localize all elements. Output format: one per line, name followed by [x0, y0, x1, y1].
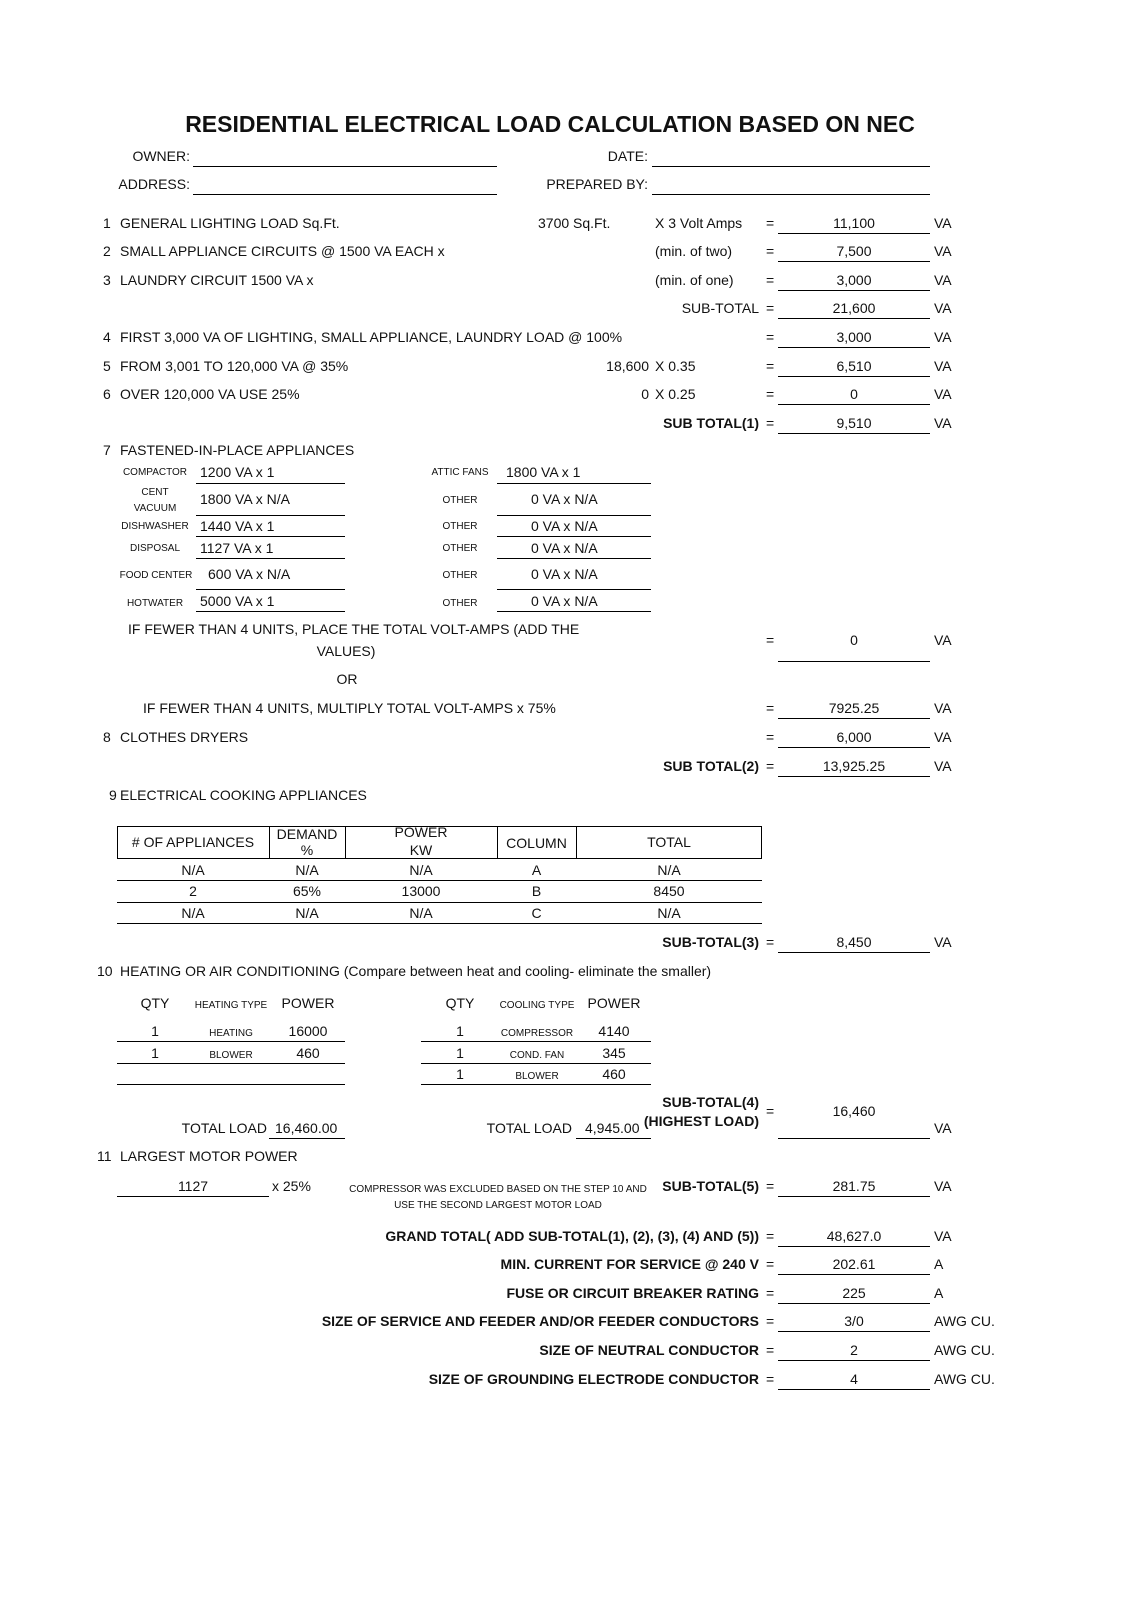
row-number: 5 — [103, 358, 111, 374]
section-number: 11 — [97, 1148, 112, 1164]
equals-sign: = — [766, 632, 775, 648]
cool-header-qty: QTY — [445, 995, 475, 1011]
page-title: RESIDENTIAL ELECTRICAL LOAD CALCULATION BASED ON NEC — [185, 111, 915, 137]
table-cell: N/A — [409, 905, 433, 921]
section-title: ELECTRICAL COOKING APPLIANCES — [120, 787, 367, 803]
field-line — [196, 558, 345, 559]
section-number: 7 — [103, 442, 111, 458]
field-line — [497, 558, 651, 559]
row-number: 1 — [103, 215, 111, 231]
subtotal4-value: 16,460 — [832, 1103, 876, 1119]
field-line — [497, 515, 651, 516]
value-line — [778, 1246, 930, 1247]
value-line — [778, 233, 930, 234]
appliance-label: CENT — [141, 487, 169, 498]
subtotal4-label-2: (HIGHEST LOAD) — [643, 1113, 759, 1129]
row-number: 2 — [103, 243, 111, 259]
value-line — [778, 318, 930, 319]
row-label: OVER 120,000 VA USE 25% — [120, 386, 300, 402]
unit-label: VA — [934, 358, 952, 374]
heat-header-qty: QTY — [140, 995, 170, 1011]
unit-label: AWG CU. — [934, 1342, 995, 1358]
appliance-label: COMPACTOR — [122, 467, 188, 478]
appliance-label: OTHER — [442, 521, 478, 532]
dryers-value: 6,000 — [836, 729, 872, 745]
row-line — [117, 923, 762, 924]
cool-header-power: POWER — [587, 995, 641, 1011]
fewer-units-mult-text: IF FEWER THAN 4 UNITS, MULTIPLY TOTAL VOLT-AMPS x 75% — [143, 700, 556, 716]
value-line — [778, 261, 930, 262]
col-header-appliances: # OF APPLIANCES — [131, 834, 255, 850]
heat-power: 16000 — [288, 1023, 328, 1039]
table-cell: 13000 — [401, 883, 441, 899]
row-line — [117, 902, 762, 903]
row-number: 6 — [103, 386, 111, 402]
cool-type: COND. FAN — [509, 1050, 565, 1061]
section-number: 10 — [97, 963, 113, 979]
equals-sign: = — [766, 1228, 775, 1244]
cool-qty: 1 — [456, 1045, 464, 1061]
value-line — [778, 661, 930, 662]
cool-qty: 1 — [456, 1066, 464, 1082]
value-line — [778, 290, 930, 291]
table-cell: A — [531, 862, 542, 878]
date-field[interactable] — [652, 166, 930, 167]
equals-sign: = — [766, 358, 775, 374]
cool-power: 4140 — [598, 1023, 630, 1039]
heat-header-power: POWER — [281, 995, 335, 1011]
field-line — [497, 589, 651, 590]
row-value: 0 — [850, 386, 858, 402]
unit-label: A — [934, 1285, 944, 1301]
heat-qty: 1 — [151, 1045, 159, 1061]
fewer-units-add-text-2: VALUES) — [316, 643, 376, 659]
value-line — [778, 718, 930, 719]
prepared-by-field[interactable] — [652, 194, 930, 195]
unit-label: VA — [934, 300, 952, 316]
subtotal3-value: 8,450 — [836, 934, 872, 950]
unit-label: VA — [934, 1228, 952, 1244]
motor-note: COMPRESSOR WAS EXCLUDED BASED ON THE STEP 10 AND — [349, 1184, 647, 1195]
field-line — [497, 536, 651, 537]
section-title: FASTENED-IN-PLACE APPLIANCES — [120, 442, 355, 458]
equals-sign: = — [766, 1103, 775, 1119]
cool-type: BLOWER — [515, 1071, 559, 1082]
equals-sign: = — [766, 729, 775, 745]
subtotal2-value: 13,925.25 — [822, 758, 886, 774]
owner-field[interactable] — [193, 166, 497, 167]
value-line — [778, 376, 930, 377]
fewer-units-add-value: 0 — [850, 632, 858, 648]
value-line — [778, 1274, 930, 1275]
row-label: FROM 3,001 TO 120,000 VA @ 35% — [120, 358, 349, 374]
col-header-power-unit: KW — [409, 842, 433, 858]
cool-total-value: 4,945.00 — [585, 1120, 640, 1136]
subtotal-label: SUB-TOTAL — [681, 300, 759, 316]
table-cell: N/A — [181, 905, 205, 921]
equals-sign: = — [766, 1178, 775, 1194]
row-line — [421, 1063, 651, 1064]
date-label: DATE: — [607, 148, 648, 164]
grand-total-value: 48,627.0 — [826, 1228, 882, 1244]
col-header-power: POWER — [394, 824, 448, 840]
row-number: 4 — [103, 329, 111, 345]
equals-sign: = — [766, 300, 775, 316]
fewer-units-add-text: IF FEWER THAN 4 UNITS, PLACE THE TOTAL VOLT-AMPS (ADD THE — [128, 621, 580, 637]
table-cell: N/A — [657, 862, 681, 878]
col-header-total: TOTAL — [647, 834, 691, 850]
row-factor: X 3 Volt Amps — [655, 215, 743, 231]
value-line — [778, 1303, 930, 1304]
appliance-label: OTHER — [442, 495, 478, 506]
cool-power: 460 — [602, 1066, 626, 1082]
subtotal-value: 21,600 — [832, 300, 876, 316]
heat-type: HEATING — [209, 1028, 253, 1039]
table-cell: N/A — [295, 862, 319, 878]
appliance-value: 0 VA x N/A — [531, 593, 598, 609]
equals-sign: = — [766, 1342, 775, 1358]
equals-sign: = — [766, 1371, 775, 1387]
cool-qty: 1 — [456, 1023, 464, 1039]
owner-label: OWNER: — [132, 148, 190, 164]
value-line — [778, 747, 930, 748]
equals-sign: = — [766, 934, 775, 950]
field-line — [196, 536, 345, 537]
row-line — [421, 1041, 651, 1042]
section-title: HEATING OR AIR CONDITIONING (Compare between heat and cooling- eliminate the smaller) — [120, 963, 712, 979]
appliance-label: OTHER — [442, 598, 478, 609]
unit-label: VA — [934, 329, 952, 345]
row-factor: (min. of two) — [655, 243, 733, 259]
unit-label: AWG CU. — [934, 1371, 995, 1387]
fewer-units-mult-value: 7925.25 — [828, 700, 880, 716]
field-line — [196, 483, 345, 484]
equals-sign: = — [766, 272, 775, 288]
row-line — [117, 880, 762, 881]
equals-sign: = — [766, 415, 775, 431]
subtotal1-label: SUB TOTAL(1) — [663, 415, 759, 431]
subtotal3-label: SUB-TOTAL(3) — [662, 934, 759, 950]
section-title: CLOTHES DRYERS — [120, 729, 249, 745]
value-line — [778, 347, 930, 348]
heat-header-type: HEATING TYPE — [194, 1000, 268, 1011]
table-cell: 2 — [189, 883, 197, 899]
value-line — [778, 404, 930, 405]
row-qty: 18,600 — [606, 358, 649, 374]
address-field[interactable] — [193, 194, 497, 195]
row-line — [117, 1041, 345, 1042]
row-line — [117, 1063, 345, 1064]
appliance-value: 5000 VA x 1 — [200, 593, 275, 609]
unit-label: VA — [934, 272, 952, 288]
row-value: 11,100 — [833, 215, 875, 231]
row-label: SMALL APPLIANCE CIRCUITS @ 1500 VA EACH x — [120, 243, 445, 259]
unit-label: VA — [934, 632, 952, 648]
grounding-conductor-value: 4 — [850, 1371, 858, 1387]
equals-sign: = — [766, 758, 775, 774]
equals-sign: = — [766, 215, 775, 231]
table-cell: B — [531, 883, 542, 899]
heat-qty: 1 — [151, 1023, 159, 1039]
row-value: 3,000 — [836, 272, 872, 288]
unit-label: AWG CU. — [934, 1313, 995, 1329]
motor-value: 1127 — [177, 1178, 209, 1194]
col-header-demand-unit: % — [300, 842, 314, 858]
row-line — [421, 1084, 651, 1085]
subtotal2-label: SUB TOTAL(2) — [663, 758, 759, 774]
field-line — [497, 611, 651, 612]
value-line — [778, 433, 930, 434]
subtotal4-label: SUB-TOTAL(4) — [662, 1094, 759, 1110]
appliance-label: DISPOSAL — [129, 543, 181, 554]
equals-sign: = — [766, 386, 775, 402]
subtotal5-label: SUB-TOTAL(5) — [662, 1178, 759, 1194]
equals-sign: = — [766, 1313, 775, 1329]
heat-total-value: 16,460.00 — [275, 1120, 338, 1136]
row-qty: 0 — [641, 386, 649, 402]
unit-label: VA — [934, 934, 952, 950]
service-conductor-label: SIZE OF SERVICE AND FEEDER AND/OR FEEDER CONDUCTORS — [321, 1313, 759, 1329]
unit-label: VA — [934, 215, 952, 231]
appliance-label: OTHER — [442, 570, 478, 581]
unit-label: A — [934, 1256, 944, 1272]
appliance-value: 1440 VA x 1 — [200, 518, 275, 534]
row-number: 3 — [103, 272, 111, 288]
appliance-value: 0 VA x N/A — [531, 491, 598, 507]
motor-factor: x 25% — [272, 1178, 311, 1194]
unit-label: VA — [934, 1120, 952, 1136]
row-label: FIRST 3,000 VA OF LIGHTING, SMALL APPLIANCE, LAUNDRY LOAD @ 100% — [120, 329, 623, 345]
unit-label: VA — [934, 758, 952, 774]
row-factor: X 0.25 — [655, 386, 696, 402]
prepared-by-label: PREPARED BY: — [546, 176, 648, 192]
row-value: 3,000 — [836, 329, 872, 345]
heat-type: BLOWER — [209, 1050, 253, 1061]
field-line — [196, 611, 345, 612]
row-value: 6,510 — [836, 358, 872, 374]
appliance-value: 0 VA x N/A — [531, 540, 598, 556]
value-line — [117, 1196, 269, 1197]
value-line — [778, 952, 930, 953]
value-line — [778, 776, 930, 777]
field-line — [497, 483, 651, 484]
table-cell: N/A — [181, 862, 205, 878]
heat-power: 460 — [296, 1045, 320, 1061]
appliance-value: 0 VA x N/A — [531, 518, 598, 534]
subtotal5-value: 281.75 — [832, 1178, 876, 1194]
value-line — [778, 1360, 930, 1361]
service-conductor-value: 3/0 — [844, 1313, 864, 1329]
appliance-value: 1200 VA x 1 — [200, 464, 275, 480]
cool-total-label: TOTAL LOAD — [486, 1120, 572, 1136]
unit-label: VA — [934, 729, 952, 745]
min-current-label: MIN. CURRENT FOR SERVICE @ 240 V — [500, 1256, 759, 1272]
appliance-label: VACUUM — [133, 503, 177, 514]
grounding-conductor-label: SIZE OF GROUNDING ELECTRODE CONDUCTOR — [428, 1371, 759, 1387]
appliance-value: 1127 VA x 1 — [200, 540, 274, 556]
row-label: LAUNDRY CIRCUIT 1500 VA x — [120, 272, 314, 288]
unit-label: VA — [934, 1178, 952, 1194]
cool-header-type: COOLING TYPE — [499, 1000, 575, 1011]
section-number: 8 — [103, 729, 111, 745]
value-line — [778, 1389, 930, 1390]
cool-power: 345 — [602, 1045, 626, 1061]
motor-note-2: USE THE SECOND LARGEST MOTOR LOAD — [394, 1200, 602, 1211]
appliance-label: DISHWASHER — [121, 521, 189, 532]
heat-total-label: TOTAL LOAD — [181, 1120, 267, 1136]
area-value: 3700 Sq.Ft. — [538, 215, 611, 231]
breaker-rating-label: FUSE OR CIRCUIT BREAKER RATING — [506, 1285, 759, 1301]
equals-sign: = — [766, 329, 775, 345]
field-line — [196, 589, 345, 590]
unit-label: VA — [934, 243, 952, 259]
value-line — [576, 1138, 651, 1139]
appliance-label: FOOD CENTER — [119, 570, 193, 581]
equals-sign: = — [766, 1256, 775, 1272]
value-line — [778, 1331, 930, 1332]
subtotal1-value: 9,510 — [836, 415, 872, 431]
breaker-rating-value: 225 — [842, 1285, 866, 1301]
col-header-demand: DEMAND — [276, 826, 338, 842]
neutral-conductor-label: SIZE OF NEUTRAL CONDUCTOR — [539, 1342, 759, 1358]
appliance-value: 1800 VA x N/A — [200, 491, 291, 507]
table-cell: 65% — [292, 883, 322, 899]
table-cell: 8450 — [653, 883, 685, 899]
unit-label: VA — [934, 386, 952, 402]
value-line — [269, 1138, 345, 1139]
section-number: 9 — [109, 787, 117, 803]
equals-sign: = — [766, 243, 775, 259]
table-cell: N/A — [657, 905, 681, 921]
value-line — [778, 1138, 930, 1139]
row-label: GENERAL LIGHTING LOAD Sq.Ft. — [120, 215, 340, 231]
neutral-conductor-value: 2 — [850, 1342, 858, 1358]
col-header-column: COLUMN — [506, 835, 567, 851]
row-factor: X 0.35 — [655, 358, 696, 374]
equals-sign: = — [766, 1285, 775, 1301]
address-label: ADDRESS: — [118, 176, 190, 192]
table-cell: C — [531, 905, 542, 921]
appliance-value: 1800 VA x 1 — [506, 464, 581, 480]
appliance-label: ATTIC FANS — [431, 467, 489, 478]
row-value: 7,500 — [836, 243, 872, 259]
table-cell: N/A — [295, 905, 319, 921]
min-current-value: 202.61 — [832, 1256, 876, 1272]
cool-type: COMPRESSOR — [500, 1028, 574, 1039]
table-cell: N/A — [409, 862, 433, 878]
appliance-label: OTHER — [442, 543, 478, 554]
grand-total-label: GRAND TOTAL( ADD SUB-TOTAL(1), (2), (3), (4) AND (5)) — [385, 1228, 759, 1244]
field-line — [196, 515, 345, 516]
appliance-label: HOTWATER — [126, 598, 184, 609]
row-factor: (min. of one) — [655, 272, 734, 288]
unit-label: VA — [934, 700, 952, 716]
section-title: LARGEST MOTOR POWER — [120, 1148, 298, 1164]
row-line — [117, 1084, 345, 1085]
appliance-value: 0 VA x N/A — [531, 566, 598, 582]
unit-label: VA — [934, 415, 952, 431]
or-text: OR — [336, 671, 358, 687]
appliance-value: 600 VA x N/A — [208, 566, 291, 582]
value-line — [778, 1196, 930, 1197]
equals-sign: = — [766, 700, 775, 716]
